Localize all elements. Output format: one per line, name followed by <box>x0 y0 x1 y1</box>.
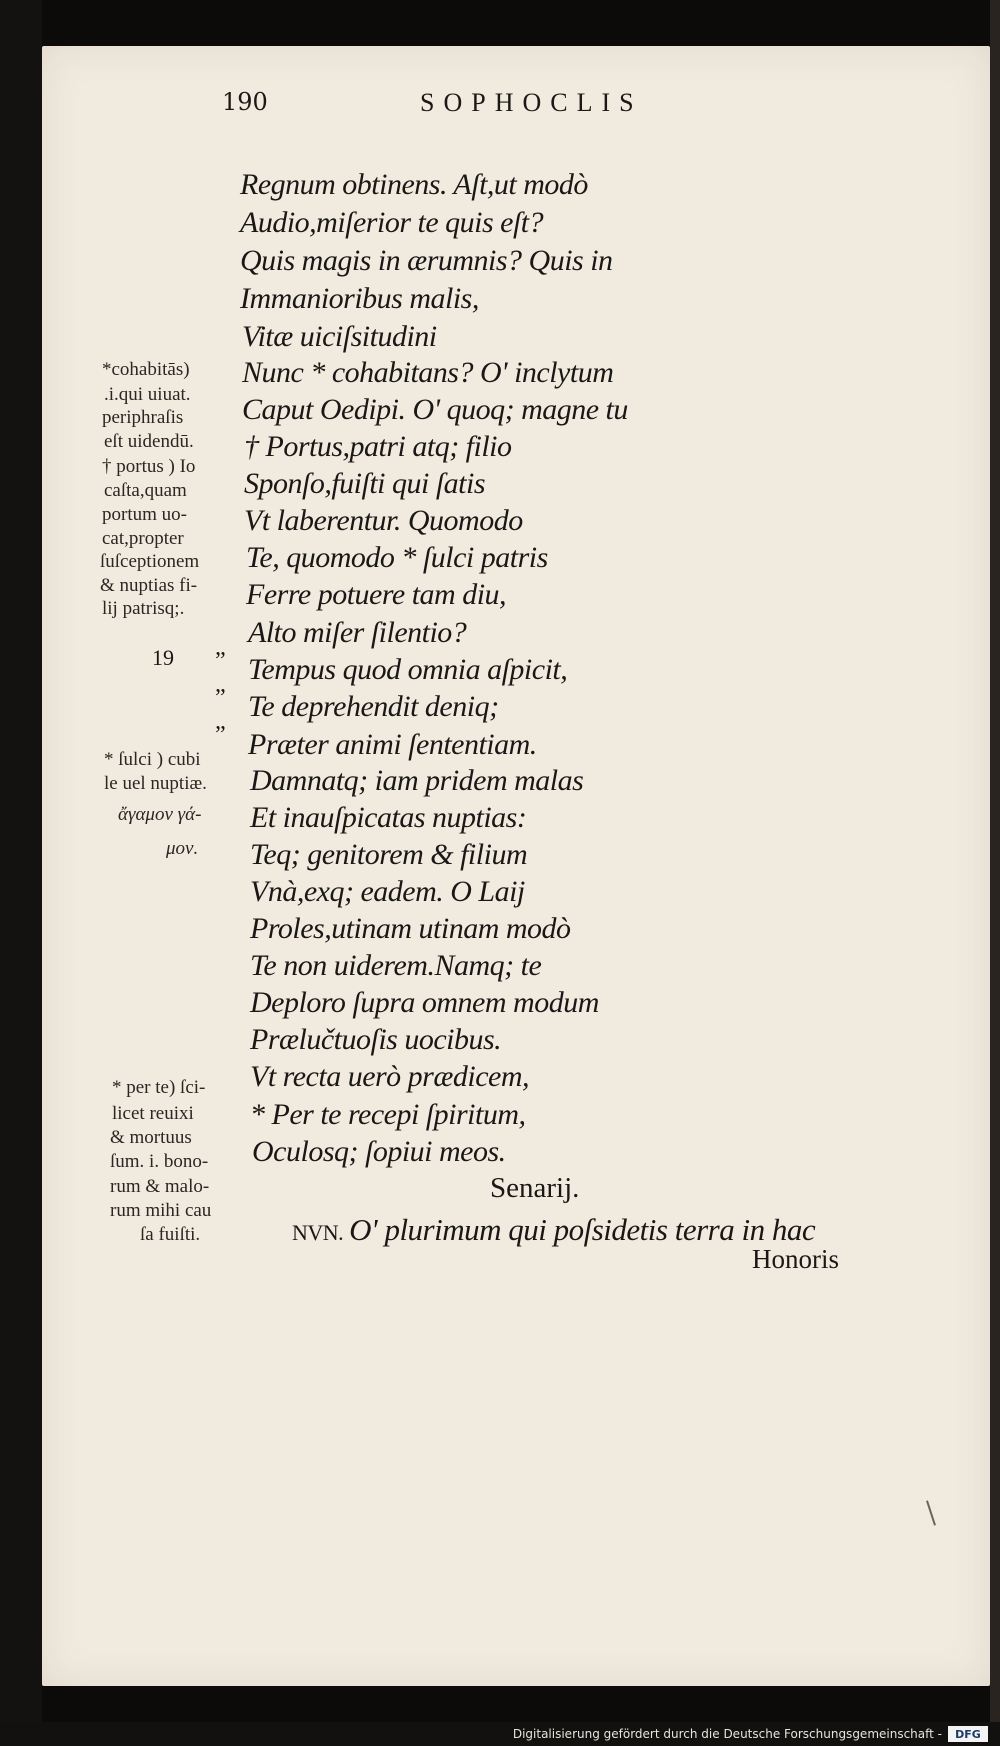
verse-line: Te non uiderem.Namq; te <box>250 949 542 982</box>
gloss-line: cat,propter <box>102 528 184 549</box>
verse-line: Vitæ uiciſsitudini <box>242 320 437 353</box>
gloss-line: caſta,quam <box>104 480 187 501</box>
verse-line: † Portus,patri atq; filio <box>244 430 512 463</box>
verse-line: Immanioribus malis, <box>240 282 479 315</box>
verse-line: Et inauſpicatas nuptias: <box>250 801 527 834</box>
speech-line <box>292 1212 815 1248</box>
gloss-line: & mortuus <box>110 1127 192 1148</box>
gloss-line: portum uo- <box>102 504 187 525</box>
sententia-mark: ” <box>215 685 226 711</box>
gloss-line: * per te) ſci- <box>112 1077 206 1098</box>
gloss-line: ſa fuiſti. <box>140 1224 201 1245</box>
verse-line: Caput Oedipi. O' quoq; magne tu <box>242 393 628 426</box>
verse-line: Vnà,exq; eadem. O Laij <box>250 875 525 908</box>
gloss-line-greek: μον. <box>166 838 199 859</box>
verse-line: Prælučtuoſis uocibus. <box>250 1023 502 1056</box>
gloss-line-greek: ἄγαμον γά- <box>118 804 202 825</box>
gloss-line: lij patrisq;. <box>102 598 185 619</box>
scan-background-right <box>990 0 1000 1746</box>
gloss-line: ſum. i. bono- <box>110 1151 209 1172</box>
gloss-line: periphraſis <box>102 407 184 428</box>
gloss-line: licet reuixi <box>112 1103 194 1124</box>
speaker-label: NVN. <box>292 1220 344 1245</box>
gloss-line: .i.qui uiuat. <box>104 384 191 405</box>
verse-line: Nunc * cohabitans? O' inclytum <box>242 356 614 389</box>
digitization-credit: Digitalisierung gefördert durch die Deutsche Forschungsgemeinschaft - <box>512 1727 942 1741</box>
gloss-line: & nuptias fi- <box>100 575 198 596</box>
verse-line: Ferre potuere tam diu, <box>246 578 507 611</box>
verse-line: Regnum obtinens. Aſt,ut modò <box>240 168 588 201</box>
verse-line: Vt recta uerò prædicem, <box>250 1060 529 1093</box>
dfg-logo: DFG <box>948 1726 988 1742</box>
gloss-line: rum mihi cau <box>110 1200 212 1221</box>
verse-line: Te, quomodo * ſulci patris <box>246 541 548 574</box>
gloss-line: † portus ) Io <box>102 456 196 477</box>
gloss-line: * ſulci ) cubi <box>104 749 201 770</box>
verse-line: Oculosq; ſopiui meos. <box>252 1135 506 1168</box>
page-number: 190 <box>222 88 268 116</box>
verse-line: Audio,miſerior te quis eſt? <box>240 206 544 239</box>
verse-line: Te deprehendit deniq; <box>248 690 499 723</box>
page-header <box>0 88 1000 128</box>
speech-text: O' plurimum qui poſsidetis terra in hac <box>349 1212 816 1247</box>
running-title: SOPHOCLIS <box>420 88 643 117</box>
verse-line: Deploro ſupra omnem modum <box>250 986 599 1019</box>
verse-line: Quis magis in ærumnis? Quis in <box>240 244 613 277</box>
verse-line: Tempus quod omnia aſpicit, <box>248 653 568 686</box>
verse-line: Sponſo,fuiſti qui ſatis <box>244 467 486 500</box>
verse-line: Teq; genitorem & filium <box>250 838 528 871</box>
scan-background-left <box>0 0 42 1746</box>
section-heading: Senarij. <box>490 1172 580 1204</box>
gloss-line: eſt uidendū. <box>104 431 194 452</box>
sententia-mark: ” <box>215 722 226 748</box>
verse-line: * Per te recepi ſpiritum, <box>250 1098 526 1131</box>
verse-line: Alto miſer ſilentio? <box>248 616 467 649</box>
gloss-line: le uel nuptiæ. <box>104 773 207 794</box>
verse-line: Damnatq; iam pridem malas <box>250 764 584 797</box>
gloss-line: *cohabitās) <box>102 359 190 380</box>
gloss-line: ſuſceptionem <box>100 551 200 572</box>
verse-line: Præter animi ſententiam. <box>248 728 537 761</box>
verse-line: Vt laberentur. Quomodo <box>244 504 523 537</box>
gloss-line: rum & malo- <box>110 1176 210 1197</box>
line-number: 19 <box>152 645 174 670</box>
catchword: Honoris <box>752 1244 839 1274</box>
sententia-mark: ” <box>215 648 226 674</box>
verse-line: Proles,utinam utinam modò <box>250 912 571 945</box>
